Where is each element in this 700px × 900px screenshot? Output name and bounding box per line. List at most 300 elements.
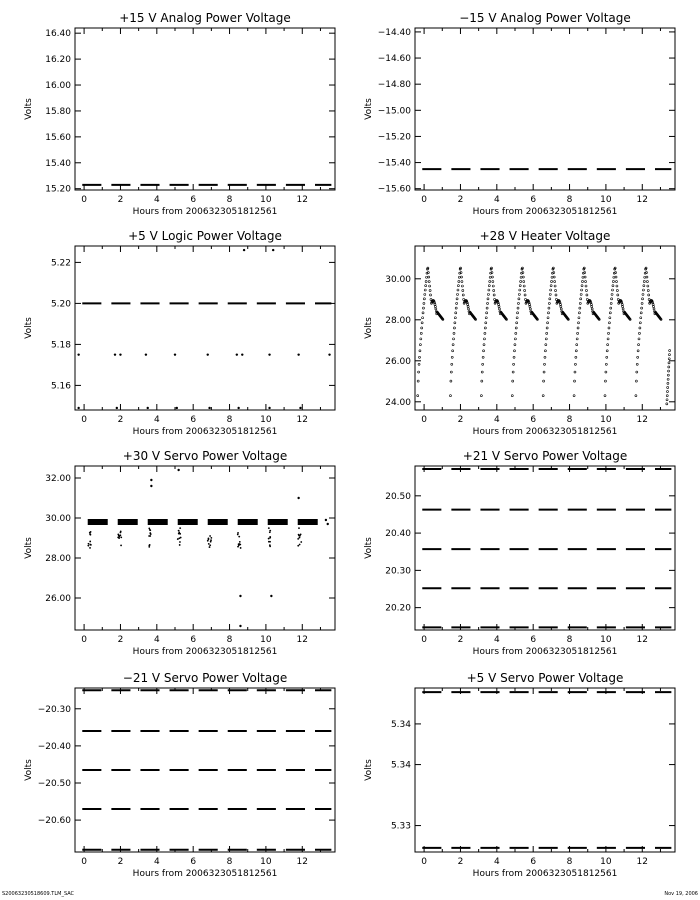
y-axis-label: Volts bbox=[364, 317, 374, 339]
data-point bbox=[641, 307, 643, 309]
x-tick-label: 6 bbox=[530, 857, 537, 867]
x-tick-label: 0 bbox=[81, 415, 87, 425]
chart-panel-6 bbox=[364, 449, 675, 657]
data-point bbox=[612, 289, 614, 291]
y-tick-label: −14.60 bbox=[377, 54, 411, 65]
data-point bbox=[639, 322, 641, 324]
data-point bbox=[636, 363, 638, 365]
data-point bbox=[147, 407, 149, 409]
data-point bbox=[547, 317, 549, 319]
y-tick-label: −15.40 bbox=[377, 158, 411, 169]
x-tick-label: 10 bbox=[260, 195, 272, 205]
data-point bbox=[454, 322, 456, 324]
y-tick-label: 20.30 bbox=[385, 566, 411, 577]
data-point bbox=[622, 308, 624, 310]
data-point bbox=[425, 280, 427, 282]
data-point bbox=[89, 541, 91, 543]
data-point bbox=[487, 302, 489, 304]
x-axis-label: Hours from 20063230518125​61 bbox=[472, 869, 618, 879]
data-point bbox=[610, 302, 612, 304]
y-tick-label: −15.60 bbox=[377, 184, 411, 195]
data-point bbox=[429, 285, 431, 287]
data-point bbox=[551, 280, 553, 282]
data-point bbox=[423, 298, 425, 300]
series-marks bbox=[422, 692, 671, 848]
data-point bbox=[178, 530, 180, 532]
data-point bbox=[419, 344, 421, 346]
data-point bbox=[268, 538, 270, 540]
data-band bbox=[118, 519, 138, 525]
y-tick-label: −15.00 bbox=[377, 106, 411, 117]
data-point bbox=[150, 479, 152, 481]
data-point bbox=[550, 285, 552, 287]
data-point bbox=[238, 536, 240, 538]
data-point bbox=[453, 338, 455, 340]
data-point bbox=[574, 363, 576, 365]
chart-panel-5 bbox=[24, 449, 335, 657]
data-point bbox=[467, 306, 469, 308]
plot-frame bbox=[75, 28, 335, 190]
data-point bbox=[424, 293, 426, 295]
y-tick-label: 5.33 bbox=[390, 821, 411, 832]
data-point bbox=[418, 363, 420, 365]
data-point bbox=[236, 353, 238, 355]
data-point bbox=[573, 395, 575, 397]
chart-panel-7 bbox=[24, 671, 335, 879]
data-point bbox=[498, 308, 500, 310]
data-point bbox=[456, 298, 458, 300]
data-band bbox=[208, 519, 228, 525]
y-tick-label: 5.20 bbox=[50, 299, 71, 310]
data-point bbox=[667, 386, 669, 388]
data-point bbox=[591, 306, 593, 308]
data-point bbox=[491, 276, 493, 278]
data-point bbox=[609, 312, 611, 314]
x-tick-label: 0 bbox=[81, 195, 87, 205]
series-marks bbox=[417, 267, 671, 405]
data-point bbox=[668, 366, 670, 368]
chart-title: +30 V Servo Power Voltage bbox=[122, 449, 288, 463]
data-point bbox=[522, 272, 524, 274]
data-point bbox=[668, 362, 670, 364]
data-point bbox=[638, 338, 640, 340]
chart-title: +5 V Logic Power Voltage bbox=[128, 229, 282, 243]
data-point bbox=[487, 293, 489, 295]
data-point bbox=[638, 344, 640, 346]
data-point bbox=[238, 543, 240, 545]
data-point bbox=[178, 537, 180, 539]
data-point bbox=[428, 276, 430, 278]
data-point bbox=[493, 289, 495, 291]
data-point bbox=[419, 350, 421, 352]
x-tick-label: 12 bbox=[636, 857, 648, 867]
data-point bbox=[467, 303, 469, 305]
y-tick-label: 32.00 bbox=[45, 474, 71, 484]
data-point bbox=[268, 353, 270, 355]
data-point bbox=[581, 289, 583, 291]
y-tick-label: 5.34 bbox=[390, 719, 411, 730]
data-point bbox=[118, 536, 120, 538]
data-point bbox=[580, 293, 582, 295]
data-point bbox=[575, 356, 577, 358]
data-point bbox=[515, 327, 517, 329]
data-point bbox=[519, 285, 521, 287]
data-point bbox=[208, 407, 210, 409]
data-point bbox=[545, 338, 547, 340]
footer-filename: S20063230518609.TLM_SAC bbox=[2, 891, 75, 897]
y-tick-label: −15.20 bbox=[377, 132, 411, 143]
data-point bbox=[327, 523, 329, 525]
data-point bbox=[424, 289, 426, 291]
chart-title: +21 V Servo Power Voltage bbox=[462, 449, 628, 463]
data-band bbox=[88, 519, 108, 525]
data-point bbox=[489, 276, 491, 278]
data-point bbox=[512, 371, 514, 373]
y-tick-label: 5.34 bbox=[390, 760, 411, 771]
data-point bbox=[523, 285, 525, 287]
data-point bbox=[611, 293, 613, 295]
data-point bbox=[114, 353, 116, 355]
data-point bbox=[577, 327, 579, 329]
data-point bbox=[644, 276, 646, 278]
data-point bbox=[554, 285, 556, 287]
x-tick-label: 2 bbox=[117, 195, 124, 205]
data-point bbox=[516, 317, 518, 319]
y-axis-label: Volts bbox=[24, 537, 34, 559]
data-point bbox=[299, 535, 301, 537]
data-point bbox=[485, 317, 487, 319]
data-point bbox=[427, 272, 429, 274]
data-point bbox=[452, 344, 454, 346]
data-point bbox=[179, 541, 181, 543]
data-point bbox=[297, 497, 299, 499]
data-point bbox=[325, 519, 327, 521]
data-point bbox=[546, 332, 548, 334]
data-point bbox=[241, 353, 243, 355]
chart-panel-2 bbox=[364, 11, 675, 217]
data-point bbox=[622, 306, 624, 308]
data-point bbox=[585, 285, 587, 287]
x-tick-label: 4 bbox=[153, 635, 160, 645]
data-point bbox=[653, 308, 655, 310]
data-point bbox=[643, 285, 645, 287]
x-tick-label: 6 bbox=[530, 195, 537, 205]
x-tick-label: 2 bbox=[117, 857, 124, 867]
data-point bbox=[268, 407, 270, 409]
data-band bbox=[298, 519, 318, 525]
x-tick-label: 4 bbox=[153, 195, 160, 205]
data-point bbox=[420, 338, 422, 340]
data-point bbox=[483, 344, 485, 346]
y-axis-label: Volts bbox=[364, 537, 374, 559]
data-point bbox=[420, 332, 422, 334]
data-point bbox=[554, 281, 556, 283]
data-point bbox=[299, 407, 301, 409]
data-point bbox=[208, 538, 210, 540]
data-point bbox=[524, 294, 526, 296]
x-axis-label: Hours from 20063230518125​61 bbox=[472, 647, 618, 657]
data-band bbox=[268, 519, 288, 525]
data-point bbox=[544, 350, 546, 352]
data-point bbox=[617, 294, 619, 296]
data-point bbox=[582, 276, 584, 278]
x-tick-label: 10 bbox=[260, 857, 272, 867]
x-tick-label: 8 bbox=[566, 635, 573, 645]
data-point bbox=[237, 407, 239, 409]
data-point bbox=[493, 294, 495, 296]
y-tick-label: 15.20 bbox=[45, 184, 71, 195]
data-point bbox=[646, 281, 648, 283]
data-point bbox=[608, 322, 610, 324]
data-point bbox=[607, 344, 609, 346]
x-tick-label: 6 bbox=[530, 635, 537, 645]
data-point bbox=[549, 293, 551, 295]
chart-panel-3 bbox=[24, 229, 335, 437]
data-point bbox=[300, 541, 302, 543]
x-tick-label: 12 bbox=[636, 195, 648, 205]
chart-title: +15 V Analog Power Voltage bbox=[119, 11, 291, 25]
data-point bbox=[559, 303, 561, 305]
data-point bbox=[666, 395, 668, 397]
x-tick-label: 6 bbox=[190, 195, 197, 205]
data-point bbox=[544, 356, 546, 358]
data-point bbox=[484, 332, 486, 334]
data-point bbox=[605, 363, 607, 365]
data-point bbox=[148, 535, 150, 537]
data-point bbox=[481, 380, 483, 382]
data-point bbox=[491, 272, 493, 274]
data-point bbox=[635, 395, 637, 397]
series-marks bbox=[77, 249, 331, 409]
data-point bbox=[512, 380, 514, 382]
data-point bbox=[207, 353, 209, 355]
data-point bbox=[208, 543, 210, 545]
x-tick-label: 12 bbox=[296, 635, 308, 645]
x-axis-label: Hours from 20063230518125​61 bbox=[132, 207, 278, 217]
data-point bbox=[667, 374, 669, 376]
data-point bbox=[483, 338, 485, 340]
x-tick-label: 2 bbox=[117, 635, 124, 645]
data-point bbox=[458, 280, 460, 282]
x-tick-label: 10 bbox=[260, 635, 272, 645]
data-point bbox=[544, 363, 546, 365]
x-tick-label: 8 bbox=[566, 415, 573, 425]
y-tick-label: 15.40 bbox=[45, 158, 71, 169]
x-tick-label: 10 bbox=[260, 415, 272, 425]
plot-frame bbox=[415, 466, 675, 630]
x-tick-label: 10 bbox=[600, 195, 612, 205]
y-tick-label: 5.16 bbox=[50, 381, 71, 392]
data-point bbox=[610, 307, 612, 309]
data-point bbox=[621, 303, 623, 305]
data-point bbox=[297, 353, 299, 355]
data-point bbox=[429, 289, 431, 291]
data-point bbox=[652, 303, 654, 305]
data-point bbox=[488, 285, 490, 287]
data-point bbox=[574, 380, 576, 382]
data-point bbox=[555, 294, 557, 296]
chart-title: +5 V Servo Power Voltage bbox=[466, 671, 624, 685]
x-tick-label: 10 bbox=[600, 635, 612, 645]
data-point bbox=[270, 595, 272, 597]
data-point bbox=[668, 370, 670, 372]
data-point bbox=[239, 541, 241, 543]
data-point bbox=[616, 289, 618, 291]
data-point bbox=[586, 294, 588, 296]
data-point bbox=[612, 285, 614, 287]
data-point bbox=[639, 327, 641, 329]
data-point bbox=[585, 281, 587, 283]
y-axis-label: Volts bbox=[364, 98, 374, 120]
data-point bbox=[243, 249, 245, 251]
x-axis-label: Hours from 20063230518125​61 bbox=[132, 869, 278, 879]
data-point bbox=[482, 356, 484, 358]
data-point bbox=[485, 322, 487, 324]
data-point bbox=[426, 276, 428, 278]
data-point bbox=[428, 281, 430, 283]
y-axis-label: Volts bbox=[24, 759, 34, 781]
data-point bbox=[520, 276, 522, 278]
data-point bbox=[422, 307, 424, 309]
x-tick-label: 2 bbox=[457, 415, 464, 425]
x-tick-label: 0 bbox=[421, 195, 427, 205]
data-point bbox=[667, 382, 669, 384]
x-axis-label: Hours from 20063230518125​61 bbox=[132, 647, 278, 657]
x-tick-label: 0 bbox=[421, 635, 427, 645]
data-point bbox=[418, 371, 420, 373]
data-point bbox=[239, 595, 241, 597]
data-point bbox=[452, 350, 454, 352]
data-point bbox=[434, 303, 436, 305]
data-point bbox=[417, 395, 419, 397]
data-point bbox=[642, 298, 644, 300]
chart-panel-4 bbox=[364, 229, 675, 437]
data-point bbox=[616, 285, 618, 287]
data-point bbox=[209, 546, 211, 548]
data-point bbox=[581, 285, 583, 287]
x-tick-label: 12 bbox=[296, 415, 308, 425]
x-tick-label: 6 bbox=[190, 857, 197, 867]
data-point bbox=[584, 272, 586, 274]
x-tick-label: 0 bbox=[421, 857, 427, 867]
data-point bbox=[606, 350, 608, 352]
chart-title: −21 V Servo Power Voltage bbox=[122, 671, 288, 685]
data-point bbox=[553, 272, 555, 274]
data-point bbox=[640, 317, 642, 319]
x-tick-label: 8 bbox=[226, 195, 233, 205]
x-tick-label: 4 bbox=[153, 857, 160, 867]
data-point bbox=[417, 380, 419, 382]
x-tick-label: 4 bbox=[493, 635, 500, 645]
x-tick-label: 10 bbox=[600, 857, 612, 867]
data-point bbox=[641, 302, 643, 304]
data-point bbox=[529, 308, 531, 310]
data-point bbox=[560, 306, 562, 308]
x-tick-label: 2 bbox=[457, 195, 464, 205]
data-point bbox=[425, 285, 427, 287]
x-tick-label: 12 bbox=[296, 857, 308, 867]
data-point bbox=[578, 317, 580, 319]
data-point bbox=[579, 307, 581, 309]
data-point bbox=[604, 380, 606, 382]
data-point bbox=[480, 395, 482, 397]
x-tick-label: 8 bbox=[566, 857, 573, 867]
data-point bbox=[149, 544, 151, 546]
y-tick-label: −14.40 bbox=[377, 27, 411, 38]
chart-panel-8 bbox=[364, 671, 675, 879]
y-tick-label: 20.50 bbox=[385, 491, 411, 502]
y-tick-label: 26.00 bbox=[45, 594, 71, 604]
plot-frame bbox=[75, 466, 335, 630]
data-point bbox=[514, 338, 516, 340]
data-point bbox=[543, 380, 545, 382]
data-point bbox=[456, 302, 458, 304]
data-point bbox=[549, 298, 551, 300]
plot-frame bbox=[415, 28, 675, 190]
data-point bbox=[328, 353, 330, 355]
data-point bbox=[430, 294, 432, 296]
data-point bbox=[518, 293, 520, 295]
data-point bbox=[460, 276, 462, 278]
data-point bbox=[550, 289, 552, 291]
data-point bbox=[209, 544, 211, 546]
data-point bbox=[553, 276, 555, 278]
data-point bbox=[116, 407, 118, 409]
data-point bbox=[604, 395, 606, 397]
data-point bbox=[637, 350, 639, 352]
data-point bbox=[482, 363, 484, 365]
data-point bbox=[462, 294, 464, 296]
data-point bbox=[519, 289, 521, 291]
data-point bbox=[458, 276, 460, 278]
y-tick-label: 15.60 bbox=[45, 132, 71, 143]
x-tick-label: 8 bbox=[226, 635, 233, 645]
data-point bbox=[574, 371, 576, 373]
data-point bbox=[119, 353, 121, 355]
data-point bbox=[457, 289, 459, 291]
plot-frame bbox=[75, 246, 335, 410]
data-point bbox=[518, 298, 520, 300]
data-point bbox=[450, 380, 452, 382]
x-tick-label: 0 bbox=[421, 415, 427, 425]
data-point bbox=[666, 403, 668, 405]
data-point bbox=[492, 285, 494, 287]
data-point bbox=[461, 285, 463, 287]
data-point bbox=[423, 302, 425, 304]
data-point bbox=[239, 544, 241, 546]
data-point bbox=[450, 371, 452, 373]
series-marks bbox=[82, 690, 331, 850]
data-point bbox=[548, 307, 550, 309]
data-point bbox=[576, 344, 578, 346]
data-point bbox=[483, 350, 485, 352]
y-tick-label: −20.30 bbox=[37, 704, 71, 715]
data-point bbox=[87, 545, 89, 547]
data-point bbox=[513, 363, 515, 365]
data-point bbox=[488, 289, 490, 291]
y-tick-label: 24.00 bbox=[385, 397, 411, 408]
data-point bbox=[268, 541, 270, 543]
y-tick-label: −20.40 bbox=[37, 741, 71, 752]
data-point bbox=[88, 543, 90, 545]
data-point bbox=[269, 530, 271, 532]
data-point bbox=[421, 327, 423, 329]
data-point bbox=[635, 380, 637, 382]
x-tick-label: 4 bbox=[493, 415, 500, 425]
data-point bbox=[667, 378, 669, 380]
data-point bbox=[299, 544, 301, 546]
data-point bbox=[605, 371, 607, 373]
